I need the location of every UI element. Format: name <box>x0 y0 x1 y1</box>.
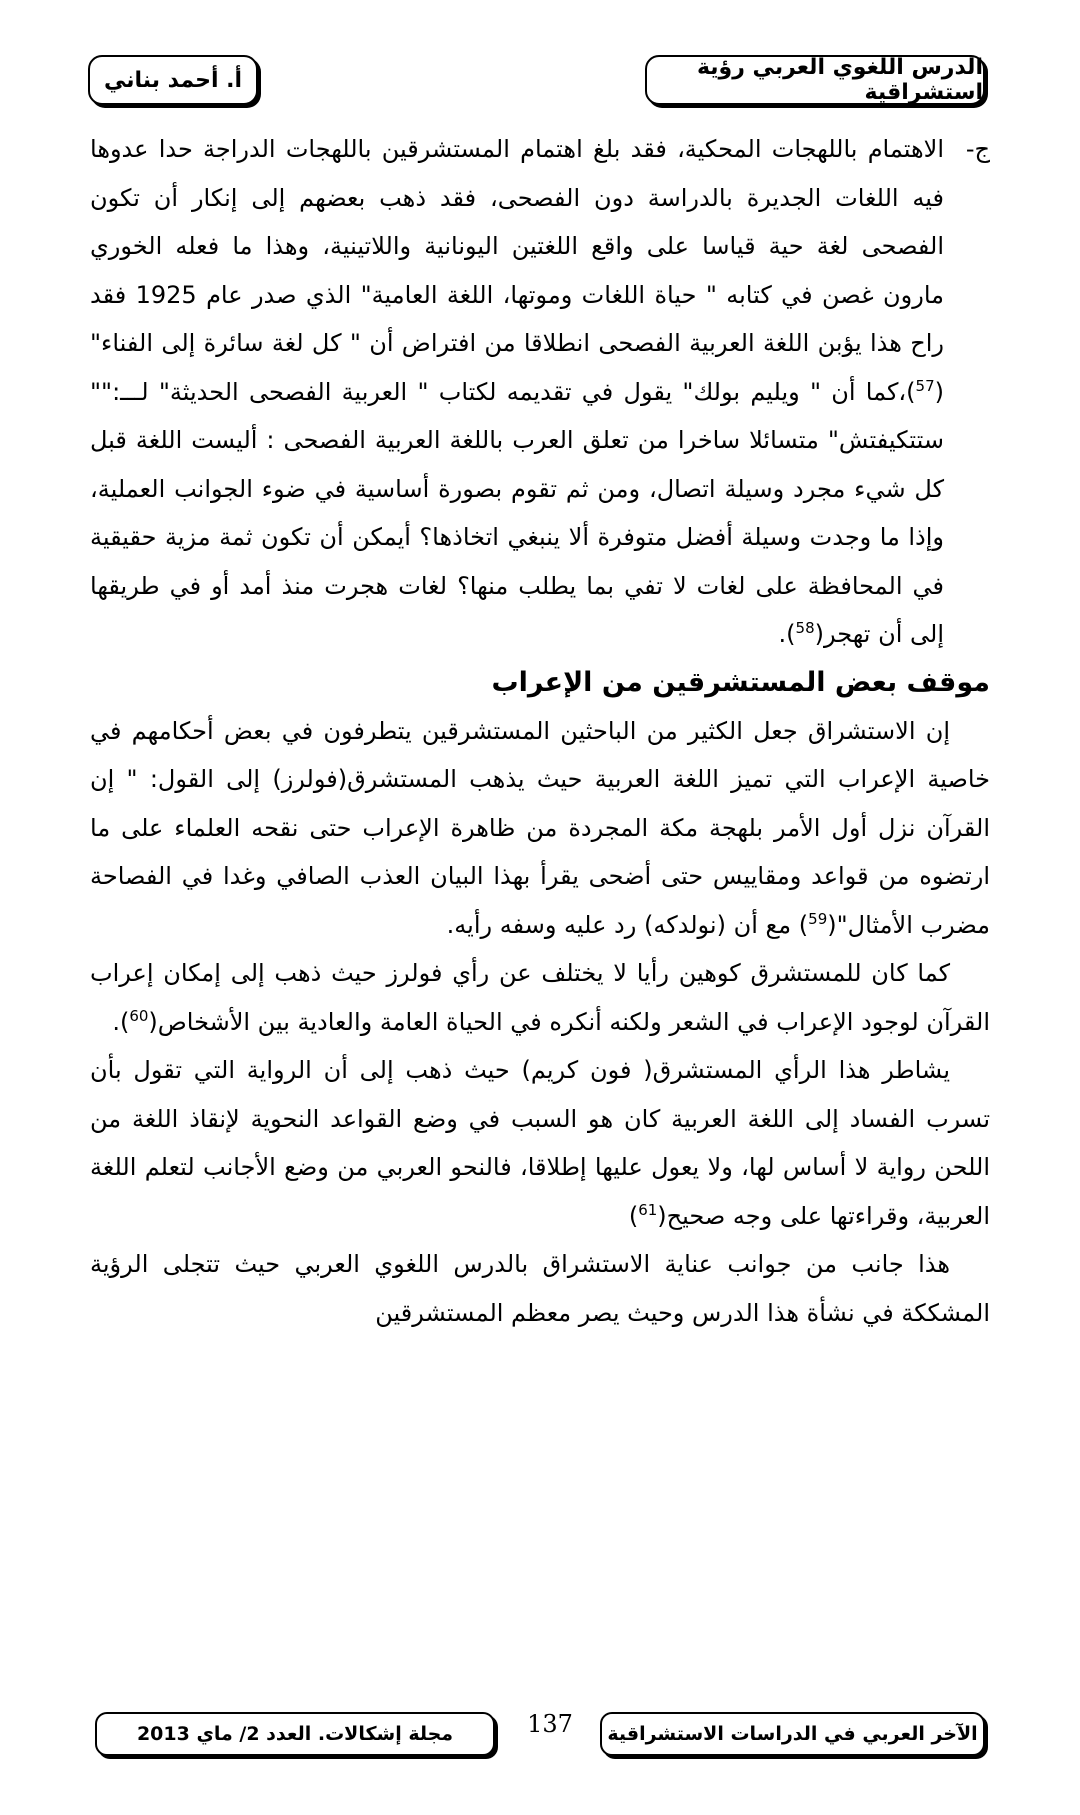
paragraph-2 <box>90 949 990 1046</box>
paragraph-1 <box>90 707 990 950</box>
page-number: 137 <box>527 1710 573 1738</box>
footer-journal-info: مجلة إشكالات. العدد 2/ ماي 2013 <box>136 1723 454 1745</box>
item-text-part-a: الاهتمام باللهجات المحكية، فقد بلغ اهتمام المستشرقين باللهجات الدراجة حدا عدوها فيه اللغات الجديرة بالدراسة دون الفصحى، فقد ذهب بعضهم إلى إنكار أن تكون الفصحى لغة حية قياسا على واقع اللغتين اليونانية واللاتينية، وهذا ما فعله الخوري مارون غصن في كتابه " حياة اللغات وموتها، اللغة العامية" الذي صدر عام 1925 فقد راح هذا يؤبن اللغة العربية الفصحى انطلاقا من افتراض أن " كل لغة سائرة إلى الفناء"( <box>90 135 945 406</box>
list-item-text <box>90 125 944 659</box>
header-author-box <box>88 55 258 105</box>
paragraph-2-part-b: ). <box>112 1007 130 1036</box>
item-text-part-c: ). <box>778 620 796 648</box>
page-body <box>90 125 990 1337</box>
paragraph-1-part-b: ) مع أن (نولدكه) رد عليه وسفه رأيه. <box>446 910 809 939</box>
header-title-box <box>645 55 985 105</box>
footnote-ref-61: 61 <box>638 1200 658 1219</box>
paragraph-1-part-a: إن الاستشراق جعل الكثير من الباحثين المستشرقين يتطرفون في بعض أحكامهم في خاصية الإعراب التي تميز اللغة العربية حيث يذهب المستشرق(فولرز) إلى القول: " إن القرآن نزل أول الأمر بلهجة مكة المجردة من ظاهرة الإعراب حتى نقحه العلماء على ما ارتضوه من قواعد ومقاييس حتى أضحى يقرأ بهذا البيان العذب الصافي وغدا في الفصاحة مضرب الأمثال"( <box>90 716 990 939</box>
footnote-ref-57: 57 <box>915 376 935 395</box>
list-item-c <box>90 125 990 659</box>
paragraph-2-part-a: كما كان للمستشرق كوهين رأيا لا يختلف عن رأي فولرز حيث ذهب إلى إمكان إعراب القرآن لوجود الإعراب في الشعر ولكنه أنكره في الحياة العامة والعادية بين الأشخاص( <box>90 959 990 1036</box>
paragraph-3-part-b: ) <box>628 1201 639 1230</box>
footnote-ref-59: 59 <box>808 909 828 928</box>
footnote-ref-60: 60 <box>129 1006 149 1025</box>
footer-journal-box <box>95 1712 495 1756</box>
footnote-ref-58: 58 <box>795 619 815 637</box>
header-title: الدرس اللغوي العربي رؤية استشراقية <box>696 55 983 105</box>
footer-section-box <box>600 1712 985 1756</box>
paragraph-3 <box>90 1046 990 1240</box>
section-heading: موقف بعض المستشرقين من الإعراب <box>491 666 990 698</box>
footer-section-title: الآخر العربي في الدراسات الاستشراقية <box>607 1723 978 1745</box>
list-item-marker: ج- <box>965 135 990 163</box>
paragraph-4: هذا جانب من جوانب عناية الاستشراق بالدرس اللغوي العربي حيث تتجلى الرؤية المشككة في نشأة هذا الدرس وحيث يصر معظم المستشرقين <box>90 1250 990 1327</box>
item-text-part-b: )،كما أن " ويليم بولك" يقول في تقديمه لكتاب " العربية الفصحى الحديثة" لـــ:"" ستتكيفتش" متسائلا ساخرا من تعلق العرب باللغة العربية الفصحى : أليست اللغة قبل كل شيء مجرد وسيلة اتصال، ومن ثم تقوم بصورة أساسية في ضوء الجوانب العملية، وإذا ما وجدت وسيلة أفضل متوفرة ألا ينبغي اتخاذها؟ أيمكن أن تكون ثمة مزية حقيقية في المحافظة على لغات لا تفي بما يطلب منها؟ لغات هجرت منذ أمد أو في طريقها إلى أن تهجر( <box>90 377 944 648</box>
header-author: أ. أحمد بناني <box>103 67 243 93</box>
paragraph-3-part-a: يشاطر هذا الرأي المستشرق( فون كريم) حيث ذهب إلى أن الرواية التي تقول بأن تسرب الفساد إلى اللغة العربية كان هو السبب في وضع القواعد النحوية لإنقاذ اللغة من اللحن رواية لا أساس لها، ولا يعول عليها إطلاقا، فالنحو العربي من وضع الأجانب لتعلم اللغة العربية، وقراءتها على وجه صحيح( <box>90 1056 990 1230</box>
